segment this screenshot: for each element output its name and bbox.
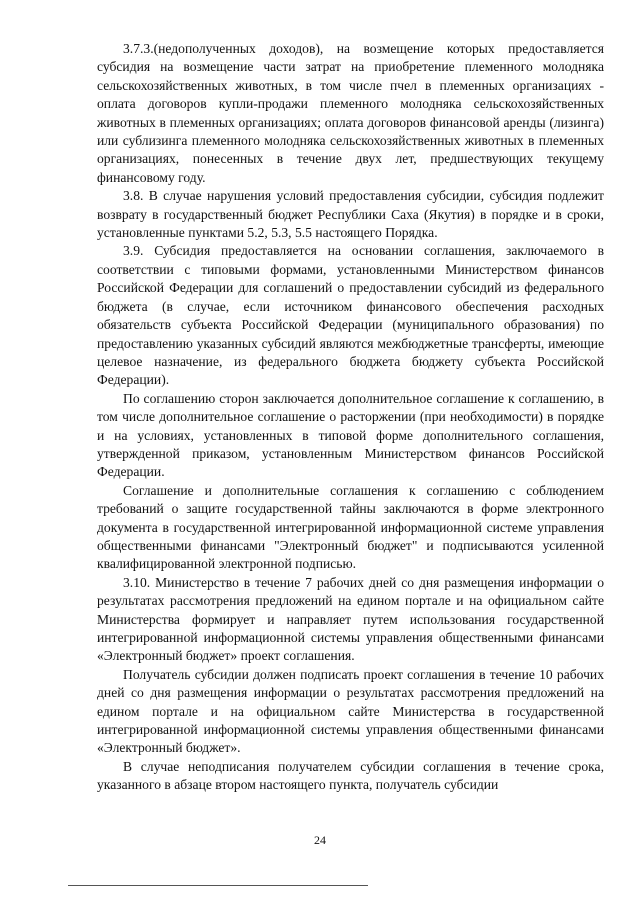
footer-divider	[68, 885, 368, 886]
page-number: 24	[314, 833, 326, 847]
paragraph-3-9: 3.9. Субсидия предоставляется на основании соглашения, заключаемого в соответствии с типовыми формами, установленными Министерством финансов Российской Федерации для соглашений о предоставлении субсидий из федерального бюджета (в случае, если источником финансового обеспечения расходных обязательств субъекта Российской Федерации (муниципального образования) по предоставлению указанных субсидий являются межбюджетные трансферты, имеющие целевое назначение, из федерального бюджета бюджету субъекта Российской Федерации).	[97, 243, 604, 388]
paragraph-additional-agreement: По соглашению сторон заключается дополнительное соглашение к соглашению, в том числе дополнительное соглашение о расторжении (при необходимости) в порядке и на условиях, установленных в типовой форме дополнительного соглашения, утвержденной приказом, установленным Министерством финансов Российской Федерации.	[97, 390, 604, 480]
paragraph-3-7-3: 3.7.3.(недополученных доходов), на возмещение которых предоставляется субсидия на возмещение части затрат на приобретение племенного молодняка сельскохозяйственных животных, в том числе пчел в племенных организациях - оплата договоров купли-продажи племенного молодняка сельскохозяйственных животных в племенных организациях; оплата договоров финансовой аренды (лизинга) или сублизинга племенного молодняка сельскохозяйственных животных в племенных организациях, понесенных в течение двух лет, предшествующих текущему финансовому году.	[97, 41, 604, 185]
document-page	[97, 40, 604, 795]
paragraph-non-signing: В случае неподписания получателем субсидии соглашения в течение срока, указанного в абзаце втором настоящего пункта, получатель субсидии	[97, 758, 604, 793]
paragraph-3-10: 3.10. Министерство в течение 7 рабочих дней со дня размещения информации о результатах рассмотрения предложений на едином портале и на официальном сайте Министерства формирует и направляет путем использования государственной интегрированной информационной системы управления общественными финансами «Электронный бюджет» проект соглашения.	[97, 574, 604, 664]
paragraph-electronic-agreement: Соглашение и дополнительные соглашения к соглашению с соблюдением требований о защите государственной тайны заключаются в форме электронного документа в государственной интегрированной информационной системе управления общественными финансами "Электронный бюджет" и подписываются усиленной квалифицированной электронной подписью.	[97, 482, 604, 572]
paragraph-recipient-signing: Получатель субсидии должен подписать проект соглашения в течение 10 рабочих дней со дня размещения информации о результатах рассмотрения предложений на едином портале и на официальном сайте Министерства в государственной интегрированной информационной системы управления общественными финансами «Электронный бюджет».	[97, 666, 604, 756]
paragraph-3-8: 3.8. В случае нарушения условий предоставления субсидии, субсидия подлежит возврату в государственный бюджет Республики Саха (Якутия) в порядке и в сроки, установленные пунктами 5.2, 5.3, 5.5 настоящего Порядка.	[97, 188, 604, 241]
